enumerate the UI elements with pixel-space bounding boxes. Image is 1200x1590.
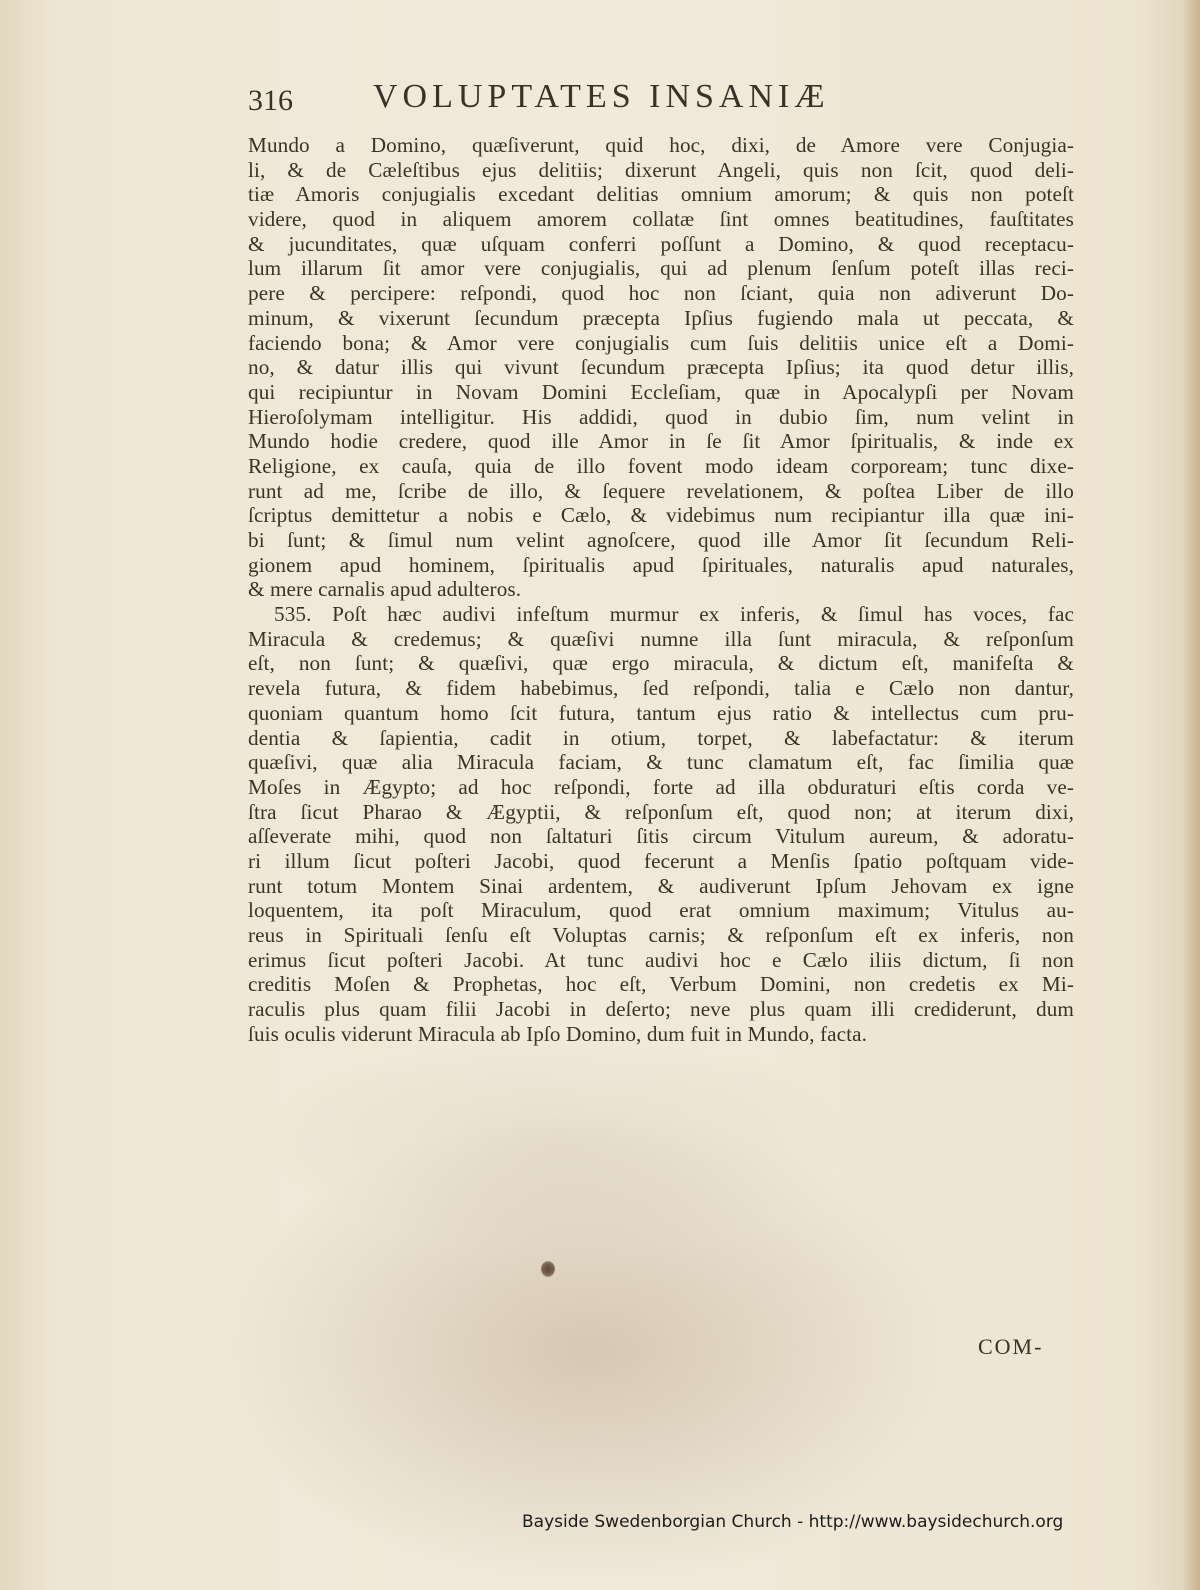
page-header: [248, 78, 948, 128]
text-line: tiæ Amoris conjugialis excedant delitias omnium amorum; & quis non poteſt: [248, 182, 1074, 207]
text-line: revela futura, & fidem habebimus, ſed reſpondi, talia e Cælo non dantur,: [248, 676, 1074, 701]
text-line: quoniam quantum homo ſcit futura, tantum ejus ratio & intellectus cum pru-: [248, 700, 1074, 725]
page-number: 316: [248, 84, 293, 117]
text-line: quæſivi, quæ alia Miracula faciam, & tunc clamatum eſt, fac ſimilia quæ: [248, 750, 1074, 775]
text-line: Moſes in Ægypto; ad hoc reſpondi, forte ad illa obduraturi eſtis corda ve-: [248, 774, 1074, 799]
text-line: loquentem, ita poſt Miraculum, quod erat omnium maximum; Vitulus au-: [248, 898, 1074, 923]
text-line: reus in Spirituali ſenſu eſt Voluptas carnis; & reſponſum eſt ex inferis, non: [248, 923, 1074, 947]
text-line: li, & de Cæleſtibus ejus delitiis; dixerunt Angeli, quis non ſcit, quod deli-: [248, 157, 1074, 182]
text-line: qui recipiuntur in Novam Domini Eccleſiam, quæ in Apocalypſi per Novam: [248, 379, 1074, 404]
text-line: ſcriptus demittetur a nobis e Cælo, & videbimus num recipiantur illa quæ ini-: [248, 503, 1074, 528]
text-line: Mundo a Domino, quæſiverunt, quid hoc, dixi, de Amore vere Conjugia-: [248, 133, 1074, 157]
text-line: erimus ſicut poſteri Jacobi. At tunc audivi hoc e Cælo iliis dictum, ſi non: [248, 947, 1074, 972]
catchword: COM-: [978, 1334, 1044, 1359]
running-title: VOLUPTATES INSANIÆ: [373, 78, 830, 115]
text-line: aſſeverate mihi, quod non ſaltaturi ſitis circum Vitulum aureum, & adoratu-: [248, 824, 1074, 849]
text-line: & mere carnalis apud adulteros.: [248, 577, 522, 602]
text-line: eſt, non ſunt; & quæſivi, quæ ergo miracula, & dictum eſt, manifeſta &: [248, 651, 1074, 676]
text-line: Religione, ex cauſa, quia de illo fovent modo ideam corpoream; tunc dixe-: [248, 453, 1074, 478]
ink-stain: [541, 1261, 555, 1277]
text-line: no, & datur illis qui vivunt ſecundum præcepta Ipſius; ita quod detur illis,: [248, 355, 1074, 380]
paragraph-535: [248, 602, 1074, 1046]
text-line: videre, quod in aliquem amorem collatæ ſint omnes beatitudines, fauſtitates: [248, 207, 1074, 232]
footer-credit: Bayside Swedenborgian Church - http://www.baysidechurch.org: [522, 1512, 1064, 1532]
body-text: [248, 133, 1074, 1046]
text-line: bi ſunt; & ſimul num velint agnoſcere, quod ille Amor ſit ſecundum Reli-: [248, 528, 1074, 552]
text-line: gionem apud hominem, ſpiritualis apud ſpirituales, naturalis apud naturales,: [248, 552, 1074, 577]
text-line: creditis Moſen & Prophetas, hoc eſt, Verbum Domini, non credetis ex Mi-: [248, 972, 1074, 997]
text-line: dentia & ſapientia, cadit in otium, torpet, & labefactatur: & iterum: [248, 725, 1074, 750]
text-line: Mundo hodie credere, quod ille Amor in ſe ſit Amor ſpiritualis, & inde ex: [248, 429, 1074, 454]
text-line: pere & percipere: reſpondi, quod hoc non ſciant, quia non adiverunt Do-: [248, 281, 1074, 306]
text-line: faciendo bona; & Amor vere conjugialis cum ſuis delitiis unice eſt a Domi-: [248, 330, 1074, 355]
text-line: minum, & vixerunt ſecundum præcepta Ipſius fugiendo mala ut peccata, &: [248, 305, 1074, 330]
text-line: Miracula & credemus; & quæſivi numne illa ſunt miracula, & reſponſum: [248, 626, 1074, 651]
text-line: 535. Poſt hæc audivi infeſtum murmur ex inferis, & ſimul has voces, fac: [274, 602, 1074, 627]
paragraph-534-continuation: [248, 133, 1074, 602]
text-line: & jucunditates, quæ uſquam conferri poſſunt a Domino, & quod receptacu-: [248, 231, 1074, 256]
text-line: ſuis oculis viderunt Miracula ab Ipſo Domino, dum fuit in Mundo, facta.: [248, 1021, 868, 1046]
text-line: ri illum ſicut poſteri Jacobi, quod fecerunt a Menſis ſpatio poſtquam vide-: [248, 848, 1074, 873]
text-line: runt totum Montem Sinai ardentem, & audiverunt Ipſum Jehovam ex igne: [248, 873, 1074, 898]
text-line: Hieroſolymam intelligitur. His addidi, quod in dubio ſim, num velint in: [248, 404, 1074, 429]
text-line: raculis plus quam filii Jacobi in deſerto; neve plus quam illi crediderunt, dum: [248, 997, 1074, 1022]
text-line: ſtra ſicut Pharao & Ægyptii, & reſponſum eſt, quod non; at iterum dixi,: [248, 799, 1074, 824]
page-edge-shadow: [1182, 0, 1200, 1590]
text-line: lum illarum ſit amor vere conjugialis, qui ad plenum ſenſum poteſt illas reci-: [248, 256, 1074, 281]
text-line: runt ad me, ſcribe de illo, & ſequere revelationem, & poſtea Liber de illo: [248, 478, 1074, 503]
